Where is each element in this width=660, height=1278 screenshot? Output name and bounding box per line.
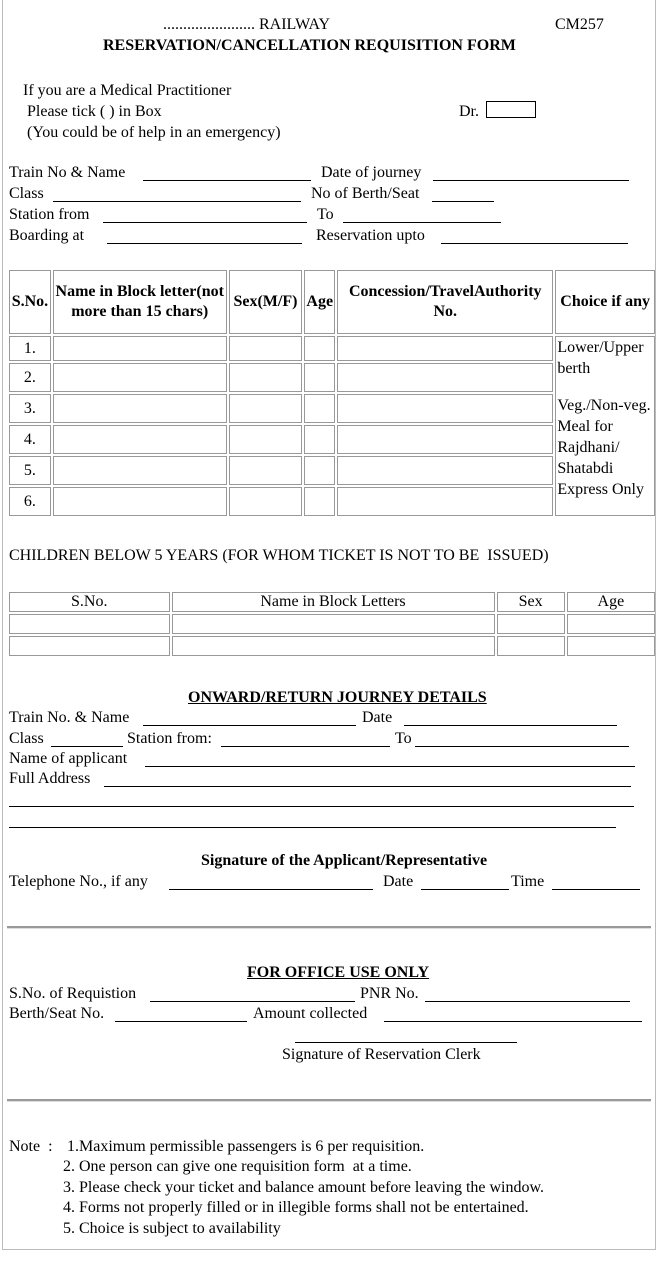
to-label: To <box>317 206 334 223</box>
row-number: 2. <box>9 363 51 392</box>
applicant-label: Name of applicant <box>9 750 128 767</box>
clerk-signature-line[interactable] <box>295 1042 517 1043</box>
child-age-cell[interactable] <box>567 636 655 656</box>
table-row <box>9 336 655 361</box>
note-item: 4. Forms not properly filled or in illegible forms shall not be entertained. <box>63 1199 529 1216</box>
name-cell[interactable] <box>53 456 227 485</box>
age-cell[interactable] <box>304 363 335 392</box>
age-cell[interactable] <box>304 425 335 454</box>
name-cell[interactable] <box>53 487 227 516</box>
medical-line-2: Please tick ( ) in Box <box>27 103 162 120</box>
onward-to-label: To <box>395 730 412 747</box>
name-cell[interactable] <box>53 425 227 454</box>
time-field[interactable] <box>552 889 640 890</box>
note-label: Note : <box>9 1138 53 1155</box>
col-sno: S.No. <box>9 270 51 334</box>
onward-heading: ONWARD/RETURN JOURNEY DETAILS <box>188 689 487 706</box>
clerk-signature-label: Signature of Reservation Clerk <box>282 1046 481 1063</box>
pnr-field[interactable] <box>425 1001 630 1002</box>
choice-berth: Lower/Upper berth <box>557 339 644 377</box>
sex-cell[interactable] <box>229 425 303 454</box>
amount-label: Amount collected <box>253 1005 368 1022</box>
sex-cell[interactable] <box>229 363 303 392</box>
concession-cell[interactable] <box>337 456 553 485</box>
onward-train-label: Train No. & Name <box>9 709 130 726</box>
name-cell[interactable] <box>53 394 227 423</box>
onward-date-field[interactable] <box>404 725 617 726</box>
address-field-1[interactable] <box>104 786 631 787</box>
divider <box>7 926 651 929</box>
concession-cell[interactable] <box>337 425 553 454</box>
boarding-label: Boarding at <box>9 227 85 244</box>
date-journey-label: Date of journey <box>321 164 422 181</box>
dr-label: Dr. <box>459 103 479 120</box>
onward-date2-label: Date <box>383 873 414 890</box>
berth-field[interactable] <box>432 201 494 202</box>
note-item: 2. One person can give one requisition form at a time. <box>63 1158 412 1175</box>
row-number: 1. <box>9 336 51 361</box>
applicant-signature: Signature of the Applicant/Representative <box>201 852 488 869</box>
child-col-age: Age <box>567 592 655 612</box>
sex-cell[interactable] <box>229 336 303 361</box>
table-row <box>9 636 655 656</box>
medical-line-3: (You could be of help in an emergency) <box>27 124 281 141</box>
child-age-cell[interactable] <box>567 614 655 634</box>
station-from-label: Station from <box>9 206 90 223</box>
age-cell[interactable] <box>304 456 335 485</box>
telephone-label: Telephone No., if any <box>9 873 148 890</box>
time-label: Time <box>511 873 545 890</box>
note-item: 3. Please check your ticket and balance amount before leaving the window. <box>63 1179 545 1196</box>
concession-cell[interactable] <box>337 394 553 423</box>
row-number: 3. <box>9 394 51 423</box>
railway-name: ....................... RAILWAY <box>163 16 331 33</box>
address-field-2[interactable] <box>9 806 634 807</box>
concession-cell[interactable] <box>337 363 553 392</box>
medical-line-1: If you are a Medical Practitioner <box>23 82 232 99</box>
class-label: Class <box>9 185 44 202</box>
child-sex-cell[interactable] <box>497 636 565 656</box>
requisition-field[interactable] <box>150 1001 355 1002</box>
note-item: 5. Choice is subject to availability <box>63 1220 281 1237</box>
date-journey-field[interactable] <box>433 180 629 181</box>
row-number: 5. <box>9 456 51 485</box>
office-berth-label: Berth/Seat No. <box>9 1005 105 1022</box>
berth-label: No of Berth/Seat <box>311 185 420 202</box>
upto-field[interactable] <box>441 243 628 244</box>
station-from-field[interactable] <box>103 222 307 223</box>
onward-date-label: Date <box>362 709 393 726</box>
child-sex-cell[interactable] <box>497 614 565 634</box>
requisition-form <box>2 0 656 1250</box>
telephone-field[interactable] <box>169 889 373 890</box>
amount-field[interactable] <box>384 1021 642 1022</box>
divider <box>7 1099 651 1102</box>
passenger-table <box>7 268 657 518</box>
row-number: 6. <box>9 487 51 516</box>
child-name-cell[interactable] <box>172 614 495 634</box>
concession-cell[interactable] <box>337 336 553 361</box>
child-sno-cell[interactable] <box>9 614 170 634</box>
form-title: RESERVATION/CANCELLATION REQUISITION FORM <box>103 37 516 54</box>
to-field[interactable] <box>343 222 501 223</box>
child-col-sno: S.No. <box>9 592 170 612</box>
upto-label: Reservation upto <box>316 227 425 244</box>
children-heading: CHILDREN BELOW 5 YEARS (FOR WHOM TICKET IS NOT TO BE ISSUED) <box>9 547 549 564</box>
child-col-name: Name in Block Letters <box>172 592 495 612</box>
col-name: Name in Block letter(not more than 15 chars) <box>53 270 227 334</box>
children-table <box>7 590 657 658</box>
sex-cell[interactable] <box>229 487 303 516</box>
age-cell[interactable] <box>304 487 335 516</box>
pnr-label: PNR No. <box>360 985 419 1002</box>
train-field[interactable] <box>143 180 311 181</box>
child-sno-cell[interactable] <box>9 636 170 656</box>
sex-cell[interactable] <box>229 456 303 485</box>
child-col-sex: Sex <box>497 592 565 612</box>
onward-station-field[interactable] <box>221 746 390 747</box>
name-cell[interactable] <box>53 363 227 392</box>
concession-cell[interactable] <box>337 487 553 516</box>
choice-meal: Veg./Non-veg. Meal for Rajdhani/ Shatabdi Express Only <box>557 397 651 498</box>
applicant-field[interactable] <box>145 766 635 767</box>
sex-cell[interactable] <box>229 394 303 423</box>
onward-class-field[interactable] <box>51 746 123 747</box>
onward-to-field[interactable] <box>415 746 629 747</box>
train-label: Train No & Name <box>9 164 126 181</box>
class-field[interactable] <box>53 201 301 202</box>
table-row <box>9 614 655 634</box>
col-concession: Concession/TravelAuthority No. <box>337 270 553 334</box>
onward-date2-field[interactable] <box>421 889 509 890</box>
office-heading: FOR OFFICE USE ONLY <box>247 964 430 981</box>
choice-cell <box>555 336 655 516</box>
age-cell[interactable] <box>304 394 335 423</box>
age-cell[interactable] <box>304 336 335 361</box>
dr-checkbox[interactable] <box>486 101 536 118</box>
name-cell[interactable] <box>53 336 227 361</box>
onward-train-field[interactable] <box>143 725 356 726</box>
address-label: Full Address <box>9 770 91 787</box>
boarding-field[interactable] <box>107 243 302 244</box>
requisition-label: S.No. of Requistion <box>9 985 137 1002</box>
col-choice: Choice if any <box>555 270 655 334</box>
col-sex: Sex(M/F) <box>229 270 303 334</box>
form-code: CM257 <box>555 16 604 33</box>
address-field-3[interactable] <box>9 827 616 828</box>
onward-class-label: Class <box>9 730 44 747</box>
col-age: Age <box>304 270 335 334</box>
office-berth-field[interactable] <box>115 1021 247 1022</box>
row-number: 4. <box>9 425 51 454</box>
onward-station-label: Station from: <box>127 730 212 747</box>
child-name-cell[interactable] <box>172 636 495 656</box>
note-item: 1.Maximum permissible passengers is 6 per requisition. <box>67 1138 425 1155</box>
